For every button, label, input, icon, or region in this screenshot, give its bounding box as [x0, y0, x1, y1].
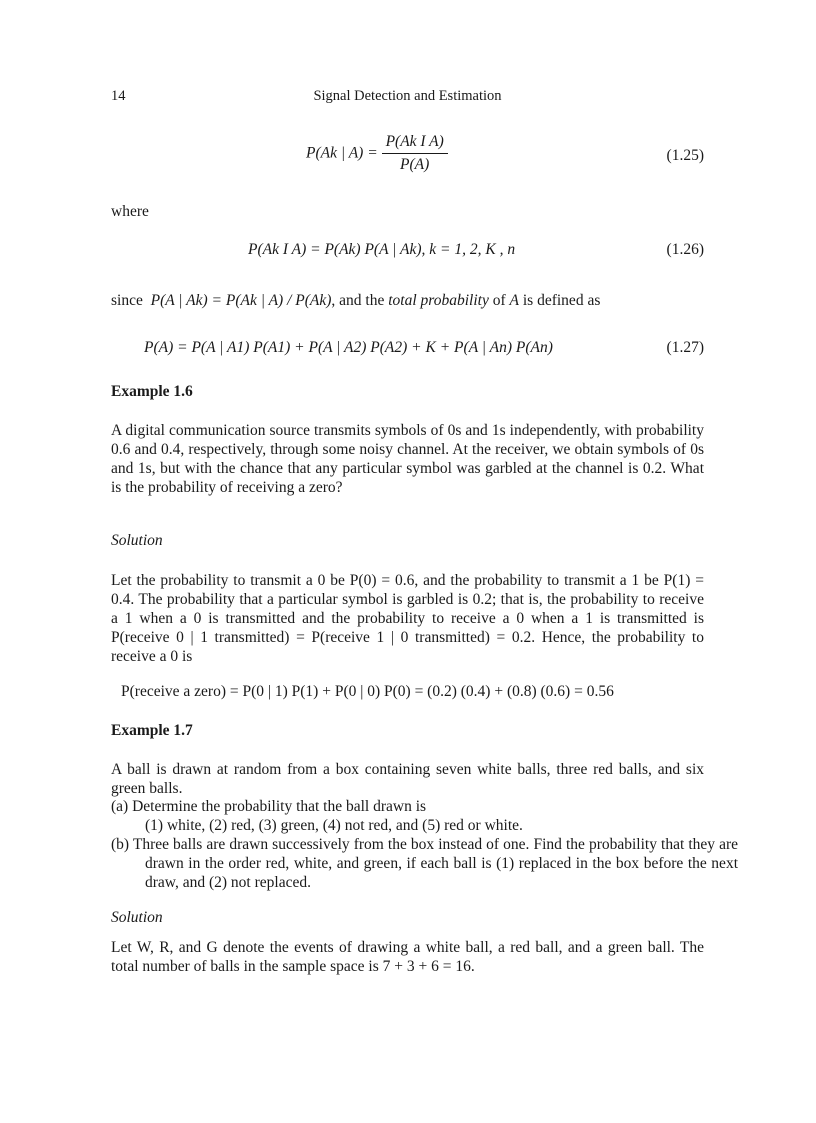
equation-1-25-denominator: P(A) [400, 156, 430, 173]
equation-number-1-25: (1.25) [666, 147, 704, 164]
page-number: 14 [111, 88, 126, 104]
example-1-6-solution-label: Solution [111, 532, 163, 549]
example-1-6-result: P(receive a zero) = P(0 | 1) P(1) + P(0 | 0) P(0) = (0.2) (0.4) + (0.8) (0.6) = 0.56 [121, 683, 614, 700]
example-1-7-solution-label: Solution [111, 909, 163, 926]
since-mid: , and the [331, 292, 385, 309]
equation-1-25-numerator: P(Ak I A) [382, 133, 448, 154]
example-1-6-question: A digital communication source transmits symbols of 0s and 1s independently, with probability 0.6 and 0.4, respectively, through some noisy channel. At the receiver, we obtain symbols of 0s and 1s, but with the chance that any particular symbol was garbled at the channel is 0.2. What is the probability of receiving a zero? [111, 422, 704, 496]
since-tail-var: A [509, 292, 519, 309]
example-1-7-heading: Example 1.7 [111, 722, 193, 739]
example-1-7-part-a: (a) Determine the probability that the ball drawn is [111, 798, 427, 815]
example-1-7-part-a-items: (1) white, (2) red, (3) green, (4) not red, and (5) red or white. [145, 817, 523, 834]
since-line [111, 291, 704, 310]
where-text: where [111, 203, 149, 220]
equation-number-1-26: (1.26) [666, 241, 704, 258]
equation-1-25-body [306, 133, 448, 174]
equation-1-25-lhs: P(Ak | A) = [306, 144, 378, 162]
page-header [111, 88, 704, 108]
equation-1-27 [111, 339, 704, 361]
example-1-7-solution: Let W, R, and G denote the events of drawing a white ball, a red ball, and a green ball. The total number of balls in the sample space is 7 + 3 + 6 = 16. [111, 939, 704, 975]
example-1-6-result-line [111, 683, 704, 705]
equation-1-26 [111, 241, 704, 263]
equation-number-1-27: (1.27) [666, 339, 704, 356]
equation-1-25 [111, 133, 704, 181]
example-1-6-solution: Let the probability to transmit a 0 be P(0) = 0.6, and the probability to transmit a 1 be P(1) = 0.4. The probability that a particular symbol is garbled is 0.2; that is, the probability to receive a 1 when a 0 is transmitted and the probability to receive a 0 when a 1 is transmitted is P(receive 0 | 1 transmitted) = P(receive 1 | 0 transmitted) = 0.2. Hence, the probability to receive a 0 is [111, 572, 704, 665]
example-1-6-heading: Example 1.6 [111, 383, 193, 400]
since-tail-b: is defined as [522, 292, 601, 309]
since-tail-a: of [492, 292, 506, 309]
since-formula: P(A | Ak) = P(Ak | A) / P(Ak) [150, 292, 332, 309]
equation-1-25-fraction [382, 133, 448, 174]
since-lead: since [111, 292, 143, 309]
total-probability-term: total probability [388, 292, 489, 309]
equation-1-26-body: P(Ak I A) = P(Ak) P(A | Ak), k = 1, 2, K , n [248, 241, 516, 258]
running-title: Signal Detection and Estimation [313, 88, 502, 104]
example-1-7-question: A ball is drawn at random from a box containing seven white balls, three red balls, and six green balls. [111, 761, 704, 797]
example-1-7-part-b: (b) Three balls are drawn successively from the box instead of one. Find the probability that they are drawn in the order red, white, and green, if each ball is (1) replaced in the box before the next draw, and (2) not replaced. [111, 836, 738, 891]
equation-1-27-body: P(A) = P(A | A1) P(A1) + P(A | A2) P(A2) + K + P(A | An) P(An) [144, 339, 553, 356]
